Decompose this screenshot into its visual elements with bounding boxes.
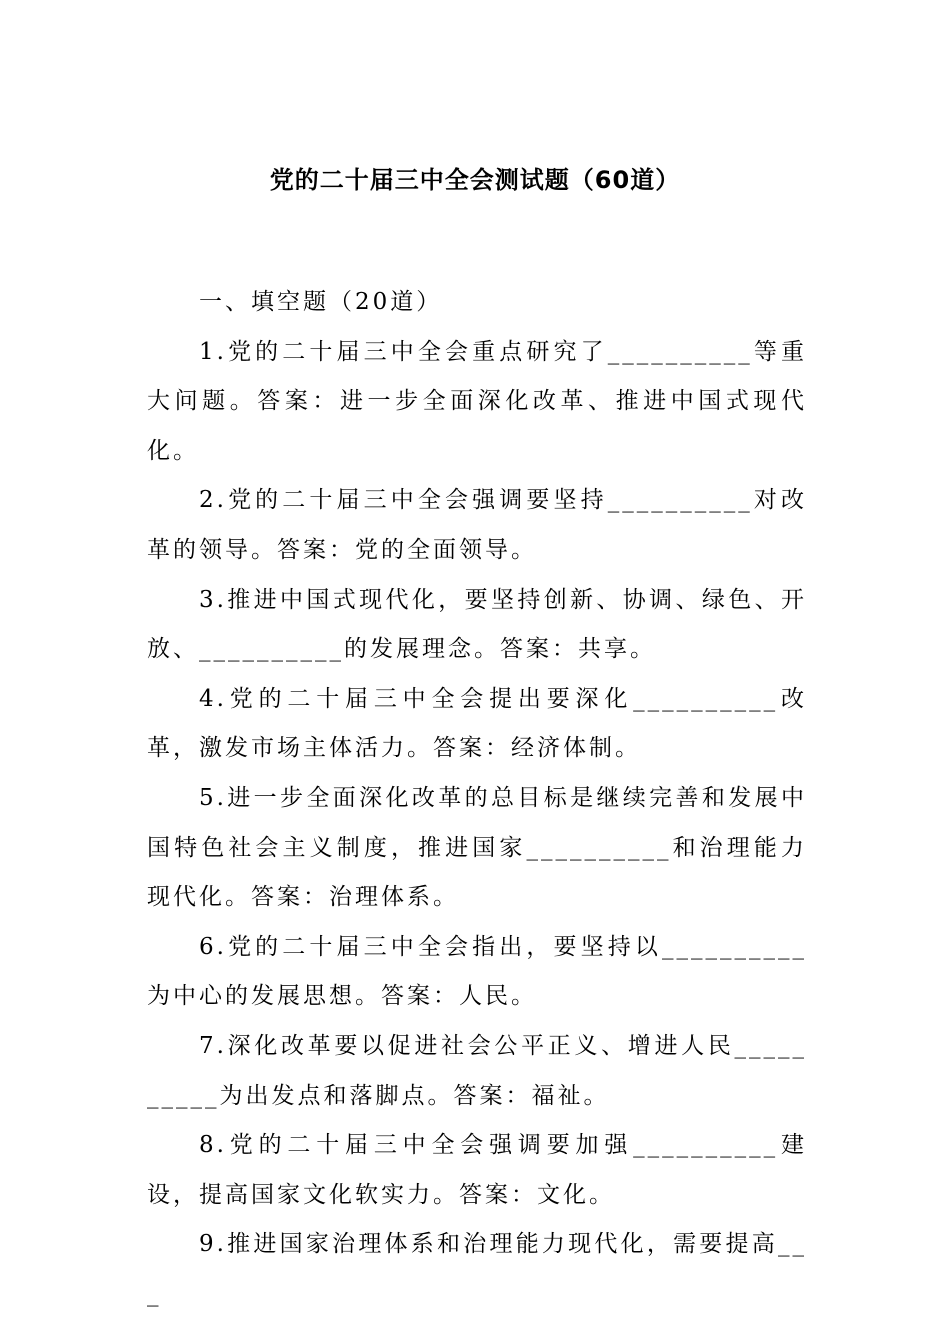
question-6: 6.党的二十届三中全会指出，要坚持以__________为中心的发展思想。答案：人民。	[147, 933, 807, 1010]
question-8: 8.党的二十届三中全会强调要加强__________建设，提高国家文化软实力。答案：文化。	[147, 1132, 807, 1208]
question-1: 1.党的二十届三中全会重点研究了__________等重大问题。答案：进一步全面深化改革、推进中国式现代化。	[147, 338, 807, 464]
section-heading: 一、填空题（20道）	[199, 289, 443, 315]
question-2: 2.党的二十届三中全会强调要坚持__________对改革的领导。答案：党的全面领导。	[147, 487, 807, 563]
question-5: 5.进一步全面深化改革的总目标是继续完善和发展中国特色社会主义制度，推进国家__________和治理能力现代化。答案：治理体系。	[147, 784, 807, 911]
document-title: 党的二十届三中全会测试题（60道）	[269, 166, 681, 194]
document-body	[147, 278, 807, 1319]
question-4: 4.党的二十届三中全会提出要深化__________改革，激发市场主体活力。答案：经济体制。	[147, 685, 807, 762]
question-9: 9.推进国家治理体系和治理能力现代化，需要提高___	[147, 1231, 807, 1307]
question-3: 3.推进中国式现代化，要坚持创新、协调、绿色、开放、__________的发展理念。答案：共享。	[147, 586, 807, 663]
question-7: 7.深化改革要以促进社会公平正义、增进人民__________为出发点和落脚点。答案：福祉。	[147, 1032, 807, 1109]
